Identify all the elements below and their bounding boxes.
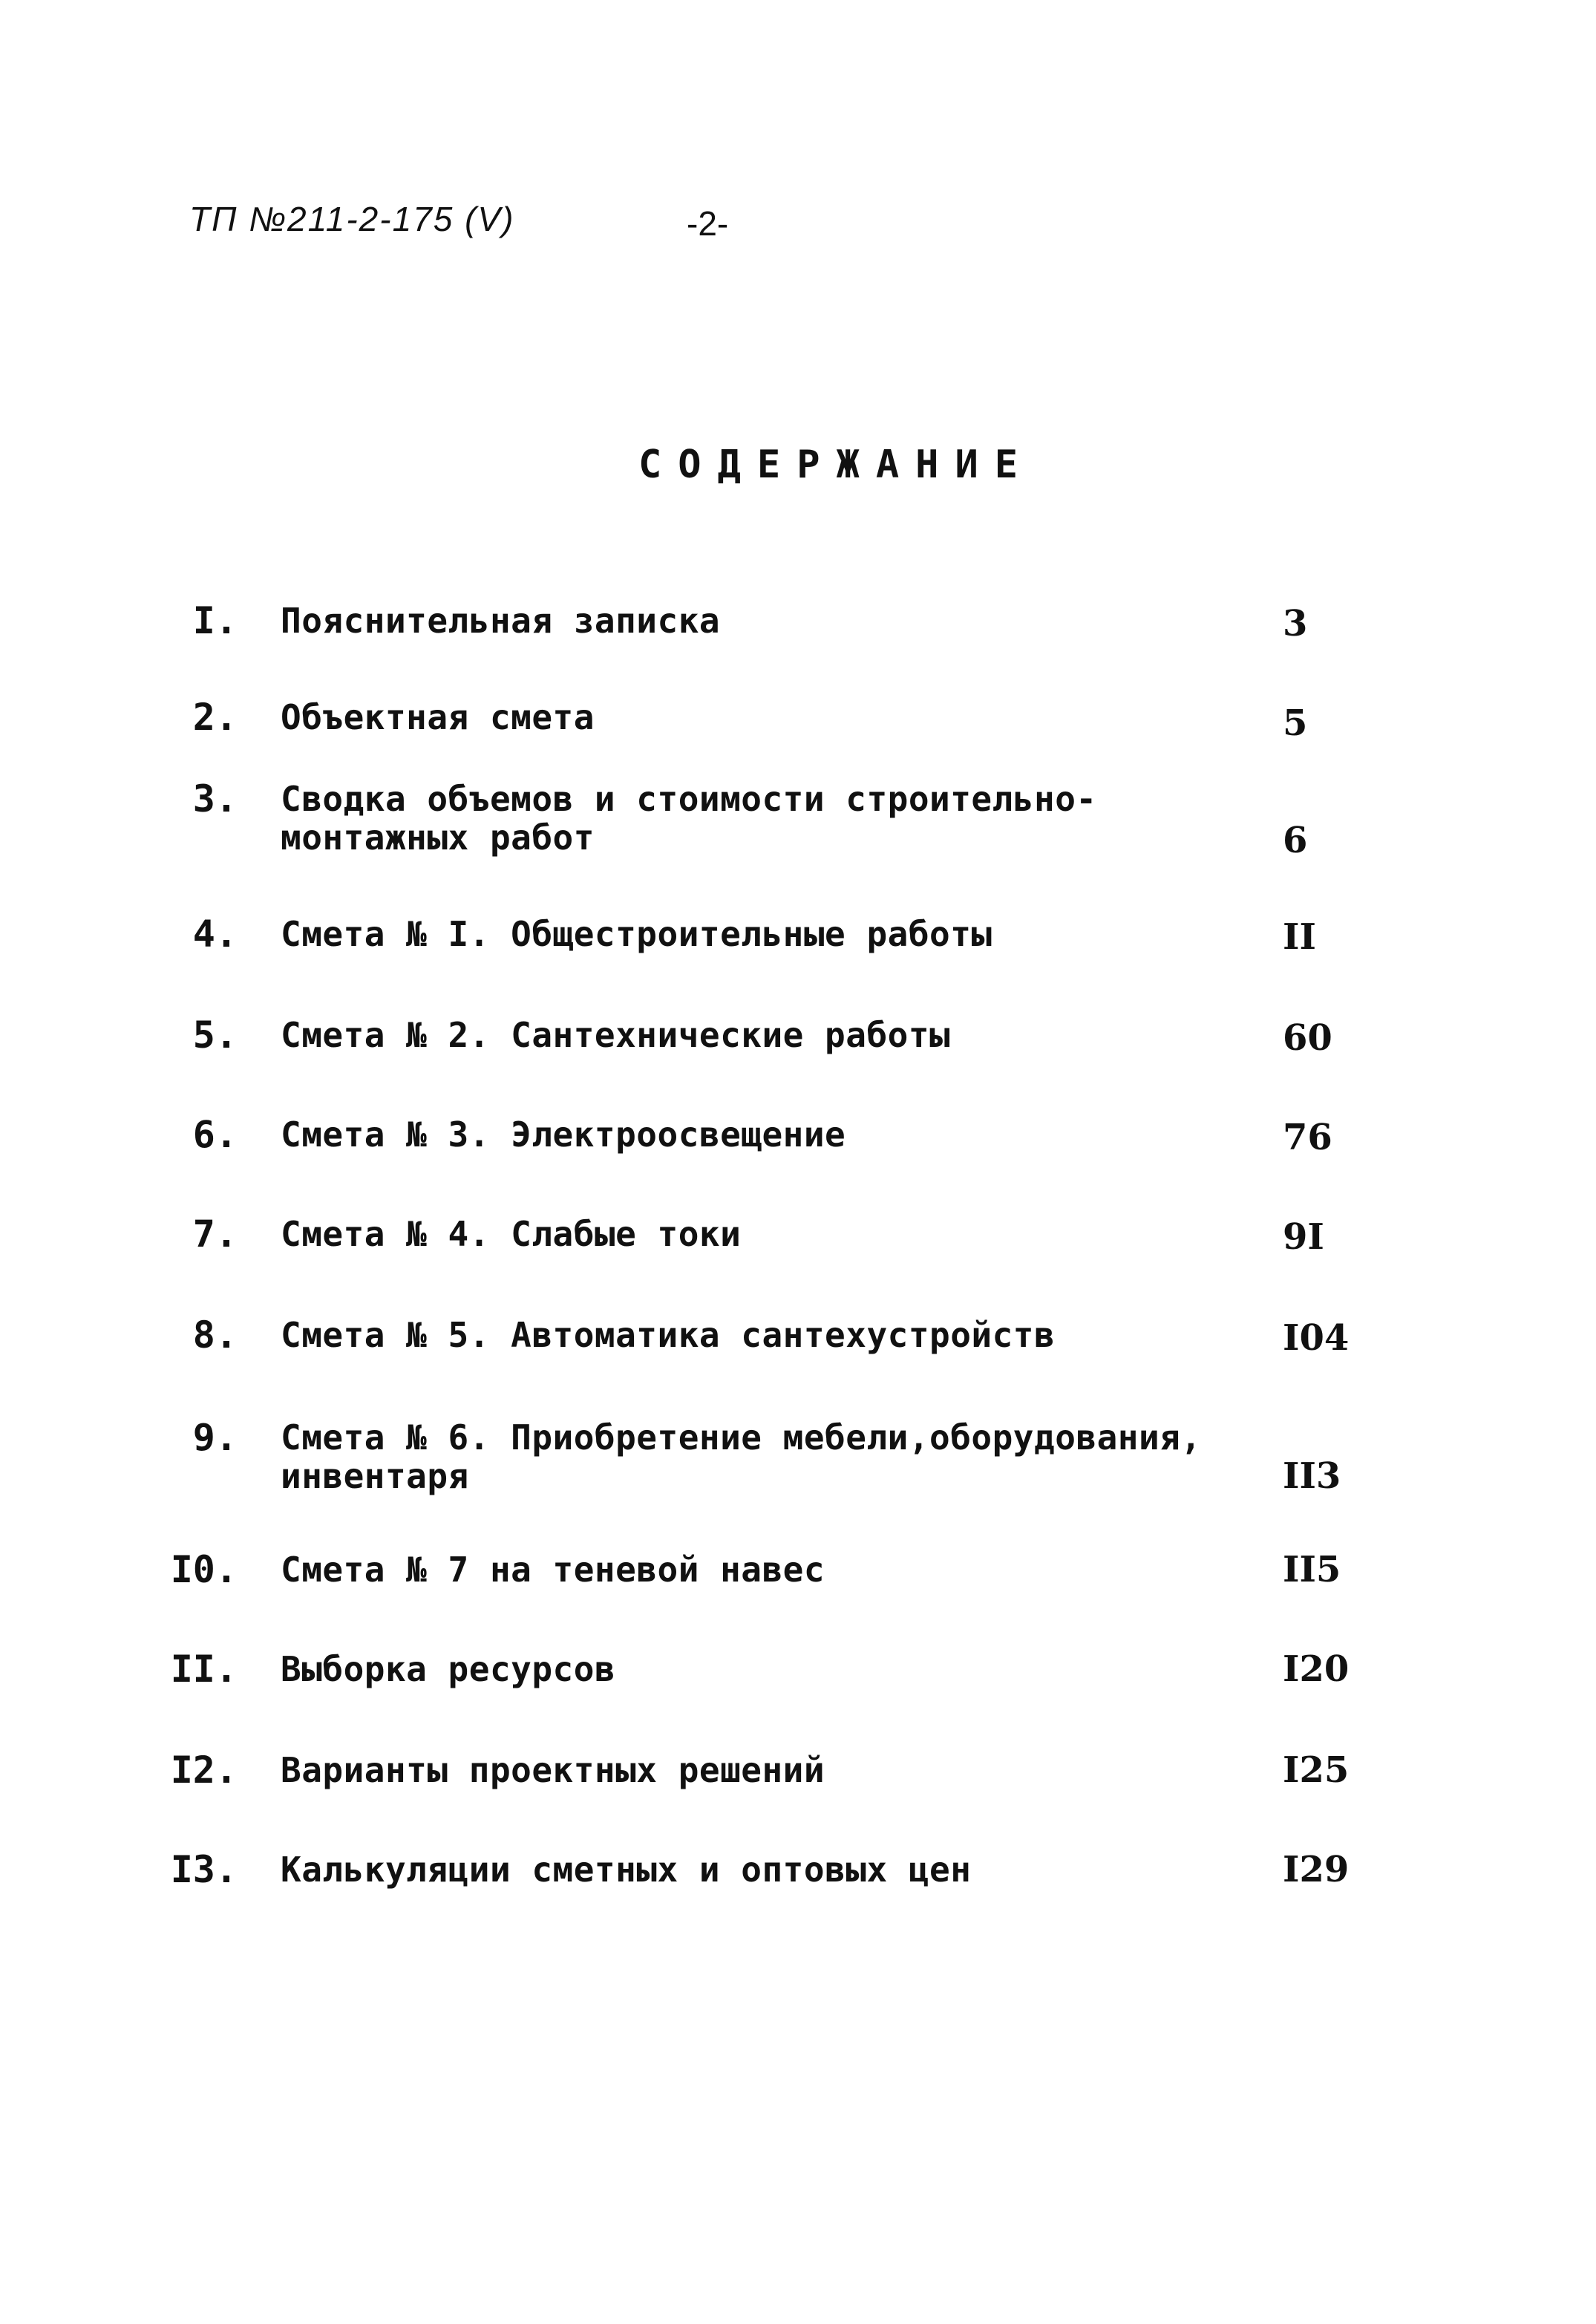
toc-entry-title: Смета № 6. Приобретение мебели,оборудования, инвентаря	[281, 1417, 1202, 1496]
toc-entry-page: II5	[1283, 1549, 1341, 1590]
toc-entry-number: I0.	[170, 1548, 238, 1591]
toc-entry-page: 9I	[1283, 1216, 1324, 1258]
toc-entry-number: 9.	[192, 1416, 238, 1459]
toc-entry-title: Варианты проектных решений	[281, 1750, 825, 1790]
toc-entry-number: 6.	[192, 1113, 238, 1156]
toc-entry-number: I2.	[170, 1749, 238, 1792]
toc-entry-title: Смета № 3. Электроосвещение	[281, 1114, 846, 1155]
toc-entry-number: 7.	[192, 1212, 238, 1256]
toc-entry-number: 2.	[192, 696, 238, 739]
toc-entry-title: Объектная смета	[281, 697, 595, 737]
toc-entry-page: I29	[1283, 1849, 1350, 1890]
toc-entry-title: Смета № 7 на теневой навес	[281, 1550, 825, 1590]
document-code: ТП №211-2-175 (V)	[189, 200, 515, 238]
toc-entry-page: I25	[1283, 1749, 1350, 1791]
toc-entry-title: Смета № 2. Сантехнические работы	[281, 1015, 951, 1055]
toc-entry-number: I3.	[170, 1848, 238, 1891]
page-number: -2-	[687, 204, 729, 243]
toc-title: СОДЕРЖАНИЕ	[638, 443, 1035, 487]
toc-entry-number: 4.	[192, 913, 238, 956]
toc-entry-number: 5.	[192, 1014, 238, 1057]
toc-entry-title: Смета № 5. Автоматика сантехустройств	[281, 1315, 1056, 1355]
toc-entry-title: Калькуляции сметных и оптовых цен	[281, 1850, 972, 1890]
toc-entry-title: Смета № I. Общестроительные работы	[281, 914, 992, 954]
toc-entry-page: II	[1283, 916, 1316, 958]
toc-entry-page: 60	[1283, 1017, 1332, 1059]
toc-entry-title: Пояснительная записка	[281, 601, 721, 641]
toc-entry-page: 3	[1283, 603, 1308, 644]
toc-entry-number: 8.	[192, 1313, 238, 1357]
toc-entry-page: I20	[1283, 1648, 1350, 1690]
toc-entry-number: I.	[192, 599, 238, 642]
toc-entry-number: 3.	[192, 777, 238, 820]
toc-entry-page: 5	[1283, 702, 1308, 744]
toc-entry-page: I04	[1283, 1317, 1350, 1359]
toc-entry-page: 6	[1283, 820, 1308, 861]
toc-entry-title: Сводка объемов и стоимости строительно- монтажных работ	[281, 779, 1097, 858]
toc-entry-title: Смета № 4. Слабые токи	[281, 1214, 742, 1254]
toc-entry-page: II3	[1283, 1455, 1341, 1497]
toc-entry-number: II.	[170, 1648, 238, 1691]
toc-entry-title: Выборка ресурсов	[281, 1649, 616, 1689]
toc-entry-page: 76	[1283, 1117, 1332, 1158]
